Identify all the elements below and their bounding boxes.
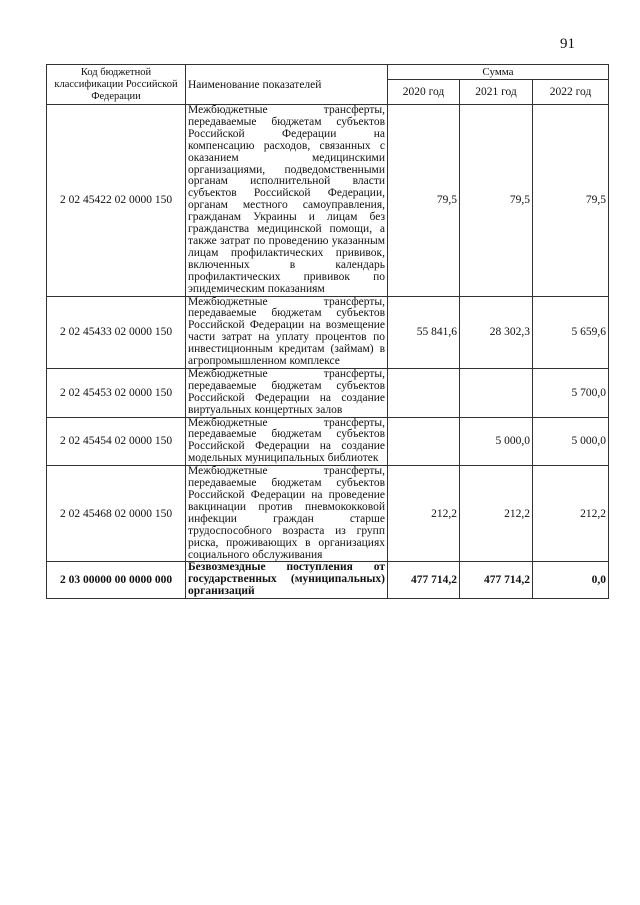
table-row-total	[47, 562, 609, 599]
table-row	[47, 417, 609, 466]
row-name: Межбюджетные трансферты, передаваемые бюджетам субъектов Российской Федерации на компенсацию расходов, связанных с оказанием медицинскими организациями, подведомственными органам исполнительной власти субъектов Российской Федерации, органам местного самоуправления, гражданам Украины и лицам без гражданства медицинской помощи, а также затрат по проведению указанным лицам профилактических прививок, включенных в календарь профилактических прививок по эпидемическим показаниям	[186, 105, 388, 297]
row-name: Безвозмездные поступления от государственных (муниципальных) организаций	[186, 562, 388, 599]
row-value-2022: 79,5	[533, 105, 609, 297]
row-value-2022: 5 700,0	[533, 368, 609, 417]
page-number: 91	[560, 36, 575, 52]
row-value-2022: 0,0	[533, 562, 609, 599]
row-value-2021: 28 302,3	[460, 296, 533, 368]
table-row	[47, 466, 609, 562]
row-name: Межбюджетные трансферты, передаваемые бюджетам субъектов Российской Федерации на создание модельных муниципальных библиотек	[186, 417, 388, 466]
header-year-2022: 2022 год	[533, 80, 609, 105]
row-code: 2 02 45422 02 0000 150	[47, 105, 186, 297]
row-value-2020: 212,2	[388, 466, 460, 562]
row-value-2022: 212,2	[533, 466, 609, 562]
row-code: 2 02 45433 02 0000 150	[47, 296, 186, 368]
header-year-2020: 2020 год	[388, 80, 460, 105]
row-value-2020	[388, 368, 460, 417]
row-code: 2 02 45453 02 0000 150	[47, 368, 186, 417]
row-name: Межбюджетные трансферты, передаваемые бюджетам субъектов Российской Федерации на создание виртуальных концертных залов	[186, 368, 388, 417]
row-value-2021: 5 000,0	[460, 417, 533, 466]
row-value-2020	[388, 417, 460, 466]
row-value-2020: 55 841,6	[388, 296, 460, 368]
table-row	[47, 105, 609, 297]
table-row	[47, 368, 609, 417]
row-code: 2 03 00000 00 0000 000	[47, 562, 186, 599]
row-value-2021: 212,2	[460, 466, 533, 562]
header-code: Код бюджетной классификации Российской Федерации	[47, 65, 186, 105]
row-name: Межбюджетные трансферты, передаваемые бюджетам субъектов Российской Федерации на проведение вакцинации против пневмококковой инфекции граждан старше трудоспособного возраста из групп риска, проживающих в организациях социального обслуживания	[186, 466, 388, 562]
header-year-2021: 2021 год	[460, 80, 533, 105]
row-value-2020: 79,5	[388, 105, 460, 297]
row-value-2021: 79,5	[460, 105, 533, 297]
row-code: 2 02 45454 02 0000 150	[47, 417, 186, 466]
table-row	[47, 296, 609, 368]
row-value-2021	[460, 368, 533, 417]
row-value-2021: 477 714,2	[460, 562, 533, 599]
row-code: 2 02 45468 02 0000 150	[47, 466, 186, 562]
row-name: Межбюджетные трансферты, передаваемые бюджетам субъектов Российской Федерации на возмещение части затрат на уплату процентов по инвестиционным кредитам (займам) в агропромышленном комплексе	[186, 296, 388, 368]
header-name: Наименование показателей	[186, 65, 388, 105]
header-sum: Сумма	[388, 65, 609, 80]
row-value-2020: 477 714,2	[388, 562, 460, 599]
budget-table	[46, 64, 609, 599]
row-value-2022: 5 659,6	[533, 296, 609, 368]
row-value-2022: 5 000,0	[533, 417, 609, 466]
